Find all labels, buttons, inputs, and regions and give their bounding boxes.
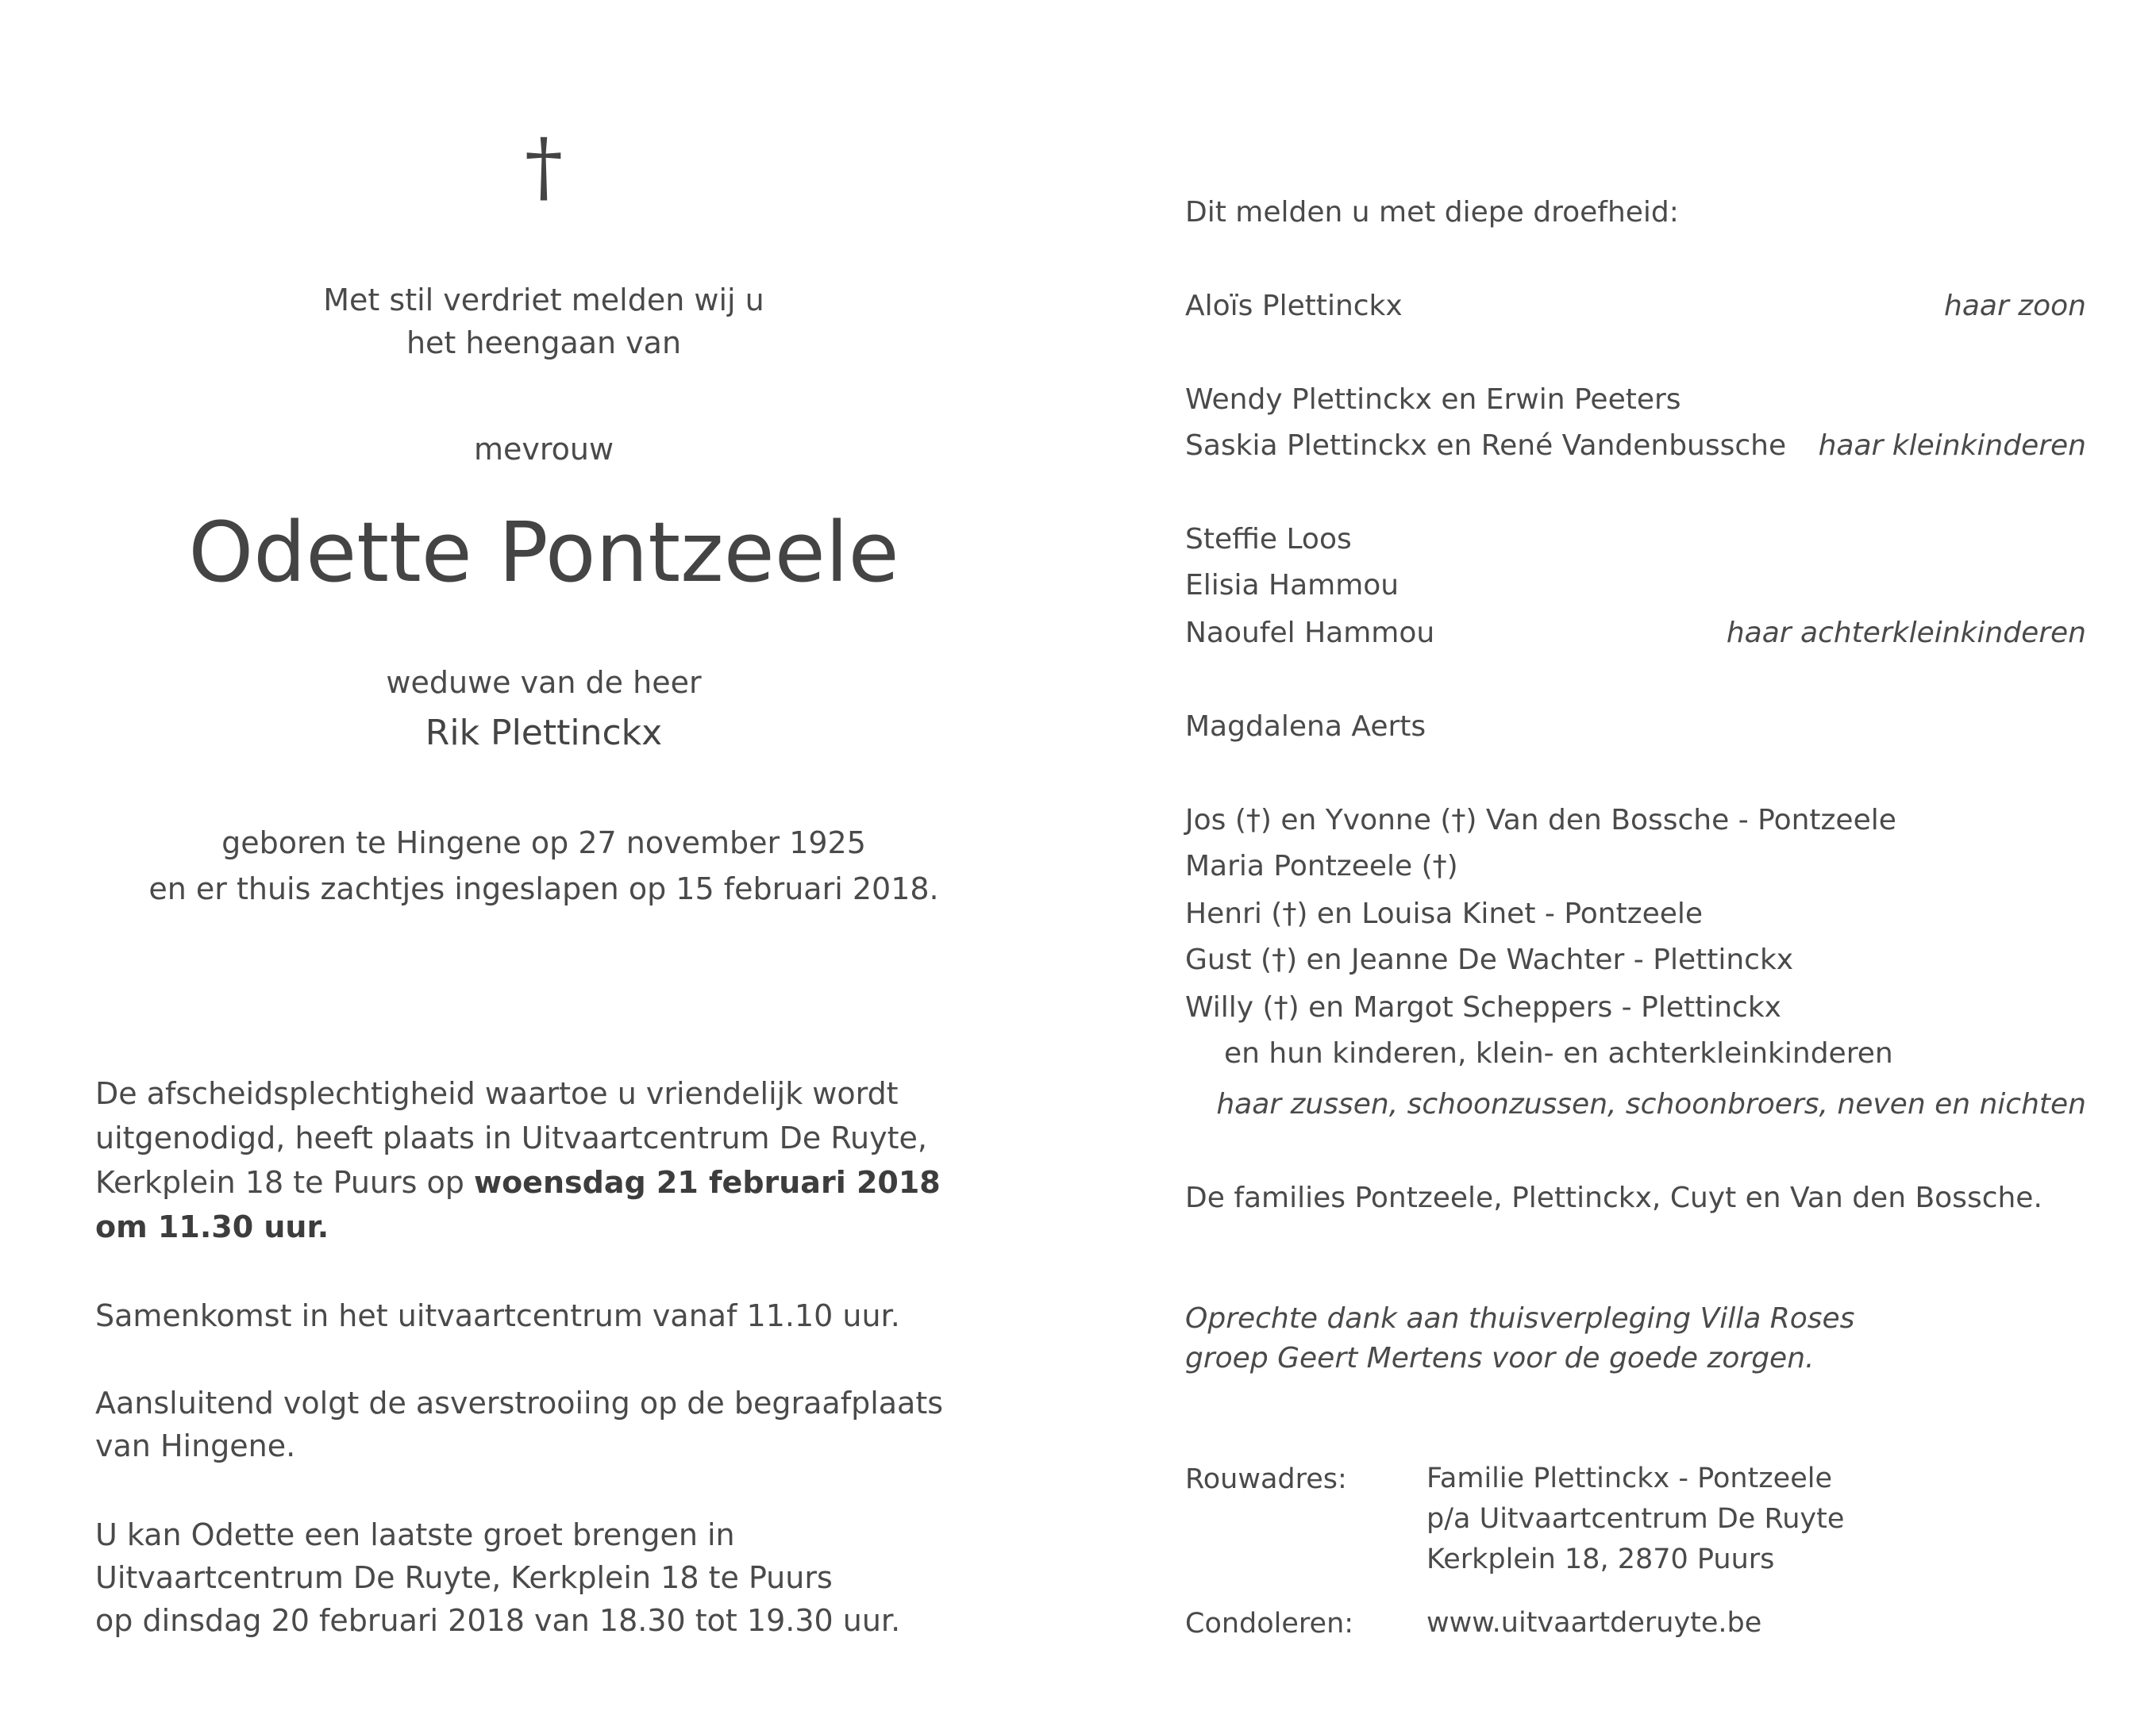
son-name: Aloïs Plettinckx xyxy=(1185,290,1403,322)
husband-name: Rik Plettinckx xyxy=(425,713,663,753)
sibling-line-5: Willy (†) en Margot Scheppers - Plettinckx xyxy=(1185,991,1781,1024)
sibling-line-1: Jos (†) en Yvonne (†) Van den Bossche - Pontzeele xyxy=(1185,804,1896,836)
cross-icon: † xyxy=(525,122,563,211)
grandchildren-1: Wendy Plettinckx en Erwin Peeters xyxy=(1185,383,1681,416)
thanks-line-1: Oprechte dank aan thuisverpleging Villa Roses xyxy=(1185,1302,1855,1335)
ceremony-date: woensdag 21 februari 2018 xyxy=(473,1165,941,1200)
ceremony-line-1: De afscheidsplechtigheid waartoe u vriendelijk wordt xyxy=(95,1076,899,1111)
rouwadres-label: Rouwadres: xyxy=(1185,1463,1347,1495)
grandchildren-role: haar kleinkinderen xyxy=(1818,429,2086,462)
thanks-line-2: groep Geert Mertens voor de goede zorgen. xyxy=(1185,1342,1815,1375)
visit-line-2: Uitvaartcentrum De Ruyte, Kerkplein 18 te Puurs xyxy=(95,1560,833,1595)
ceremony-line-2: uitgenodigd, heeft plaats in Uitvaartcentrum De Ruyte, xyxy=(95,1121,927,1155)
sibling-line-3: Henri (†) en Louisa Kinet - Pontzeele xyxy=(1185,898,1704,930)
sibling-children-line: en hun kinderen, klein- en achterkleinkinderen xyxy=(1224,1037,1893,1070)
intro-line-2: het heengaan van xyxy=(406,325,682,360)
sibling-line-2: Maria Pontzeele (†) xyxy=(1185,850,1458,882)
siblings-role: haar zussen, schoonzussen, schoonbroers, neven en nichten xyxy=(1216,1088,2086,1121)
condoleren-link[interactable]: www.uitvaartderuyte.be xyxy=(1426,1607,1762,1639)
sibling-line-4: Gust (†) en Jeanne De Wachter - Plettinckx xyxy=(1185,944,1794,976)
great-grandchild-1: Steffie Loos xyxy=(1185,523,1352,556)
great-grandchild-3: Naoufel Hammou xyxy=(1185,617,1435,649)
son-role: haar zoon xyxy=(1944,290,2086,322)
widow-line: weduwe van de heer xyxy=(386,665,702,700)
ceremony-line-3 xyxy=(95,1160,941,1205)
ceremony-location-text: Kerkplein 18 te Puurs op xyxy=(95,1165,474,1200)
condoleren-label: Condoleren: xyxy=(1185,1608,1354,1640)
announce-line: Dit melden u met diepe droefheid: xyxy=(1185,196,1679,229)
visit-line-3: op dinsdag 20 februari 2018 van 18.30 tot 19.30 uur. xyxy=(95,1603,901,1638)
title-mevrouw: mevrouw xyxy=(473,432,614,467)
magdalena-name: Magdalena Aerts xyxy=(1185,710,1426,743)
great-grandchildren-role: haar achterkleinkinderen xyxy=(1726,617,2086,649)
intro-line-1: Met stil verdriet melden wij u xyxy=(323,283,764,317)
gathering-line: Samenkomst in het uitvaartcentrum vanaf 11.10 uur. xyxy=(95,1298,900,1333)
great-grandchild-2: Elisia Hammou xyxy=(1185,569,1399,602)
died-line: en er thuis zachtjes ingeslapen op 15 februari 2018. xyxy=(148,871,939,906)
rouwadres-line-3: Kerkplein 18, 2870 Puurs xyxy=(1426,1544,1775,1575)
grandchildren-2: Saskia Plettinckx en René Vandenbussche xyxy=(1185,429,1787,462)
scatter-line-1: Aansluitend volgt de asverstrooiing op de begraafplaats xyxy=(95,1386,944,1421)
visit-line-1: U kan Odette een laatste groet brengen in xyxy=(95,1517,735,1552)
deceased-name: Odette Pontzeele xyxy=(188,504,899,601)
ceremony-time: om 11.30 uur. xyxy=(95,1209,329,1244)
scatter-line-2: van Hingene. xyxy=(95,1428,296,1463)
rouwadres-line-1: Familie Plettinckx - Pontzeele xyxy=(1426,1463,1832,1494)
families-line: De families Pontzeele, Plettinckx, Cuyt en Van den Bossche. xyxy=(1185,1182,2042,1214)
born-line: geboren te Hingene op 27 november 1925 xyxy=(221,825,866,860)
rouwadres-line-2: p/a Uitvaartcentrum De Ruyte xyxy=(1426,1503,1845,1535)
